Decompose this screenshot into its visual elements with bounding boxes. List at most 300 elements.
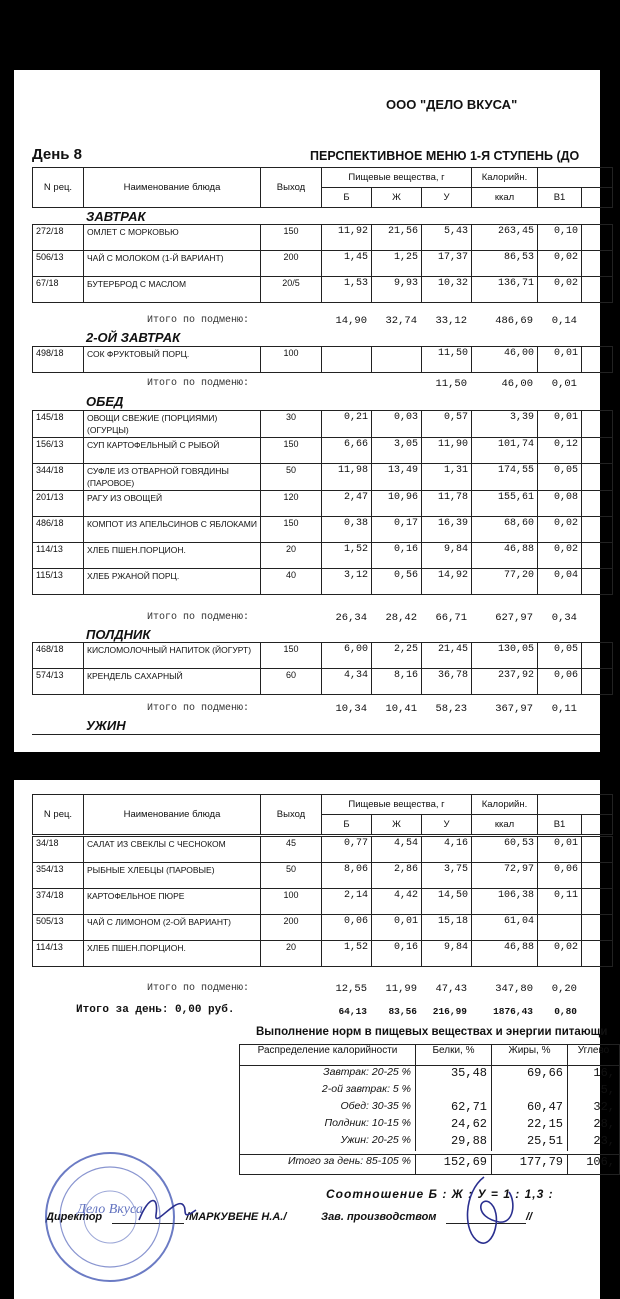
carb-value: 1,31	[422, 464, 472, 491]
snack-table	[32, 642, 613, 695]
subtotal-kcal: 627,97	[495, 612, 533, 624]
kcal-value: 77,20	[472, 569, 538, 595]
director-signature-icon	[134, 1190, 204, 1230]
production-label: Зав. производством	[321, 1211, 437, 1223]
extra-value	[582, 669, 613, 695]
norms-zh: 60,47	[492, 1100, 568, 1117]
protein-value: 0,21	[322, 411, 372, 438]
protein-value: 8,06	[322, 863, 372, 889]
header-table-2	[32, 794, 613, 835]
carb-value: 14,92	[422, 569, 472, 595]
fat-value: 2,25	[372, 643, 422, 669]
dish-yield: 30	[261, 411, 322, 438]
production-end: //	[526, 1211, 533, 1223]
dish-yield: 100	[261, 347, 322, 373]
dish-name: САЛАТ ИЗ СВЕКЛЫ С ЧЕСНОКОМ	[84, 837, 261, 863]
subtotal-zh: 10,41	[385, 703, 417, 715]
b1-value: 0,01	[538, 837, 582, 863]
dish-yield: 100	[261, 889, 322, 915]
extra-value	[582, 411, 613, 438]
recipe-code: 114/13	[33, 543, 84, 569]
norms-total-b: 152,69	[416, 1155, 492, 1175]
b1-value: 0,06	[538, 863, 582, 889]
b1-value: 0,02	[538, 277, 582, 303]
kcal-value: 130,05	[472, 643, 538, 669]
subtotal-zh: 11,99	[385, 983, 417, 995]
recipe-code: 468/18	[33, 643, 84, 669]
dish-yield: 60	[261, 669, 322, 695]
b1-value: 0,05	[538, 464, 582, 491]
carb-value: 5,43	[422, 225, 472, 251]
fat-value: 0,01	[372, 915, 422, 941]
protein-value: 1,45	[322, 251, 372, 277]
b1-value	[538, 915, 582, 941]
lunch-table	[32, 410, 613, 595]
second-breakfast-table	[32, 346, 613, 373]
protein-value: 2,14	[322, 889, 372, 915]
kcal-value: 46,88	[472, 941, 538, 967]
extra-value	[582, 438, 613, 464]
subtotal-b1: 0,11	[551, 703, 577, 715]
carb-value: 16,39	[422, 517, 472, 543]
norms-label: Обед: 30-35 %	[240, 1100, 416, 1117]
dinner-divider	[32, 734, 600, 735]
extra-value	[582, 491, 613, 517]
section-dinner: УЖИН	[86, 718, 126, 733]
kcal-value: 86,53	[472, 251, 538, 277]
subtotal-zh: 28,42	[385, 612, 417, 624]
protein-value: 3,12	[322, 569, 372, 595]
subtotal-kcal: 1876,43	[493, 1006, 533, 1017]
extra-value	[582, 251, 613, 277]
norms-u: 5,	[568, 1083, 620, 1100]
dish-name: КРЕНДЕЛЬ САХАРНЫЙ	[84, 669, 261, 695]
norms-b: 35,48	[416, 1066, 492, 1083]
director-name: /МАРКУВЕНЕ Н.А./	[186, 1211, 287, 1223]
norms-b	[416, 1083, 492, 1100]
extra-value	[582, 915, 613, 941]
dish-name: ХЛЕБ ПШЕН.ПОРЦИОН.	[84, 941, 261, 967]
table-row	[33, 491, 613, 517]
subtotal-b: 26,34	[335, 612, 367, 624]
fat-value: 10,96	[372, 491, 422, 517]
fat-value: 0,03	[372, 411, 422, 438]
extra-value	[582, 837, 613, 863]
subtotal-b1: 0,80	[554, 1006, 577, 1017]
recipe-code: 272/18	[33, 225, 84, 251]
ratio: Соотношение Б : Ж : У = 1 : 1,3 :	[326, 1187, 554, 1201]
norms-label: Полдник: 10-15 %	[240, 1117, 416, 1134]
table-row	[33, 347, 613, 373]
norms-u: 16,	[568, 1066, 620, 1083]
carb-value: 36,78	[422, 669, 472, 695]
norms-u: 32,	[568, 1100, 620, 1117]
col-header-b1: В1	[538, 188, 582, 208]
protein-value: 11,92	[322, 225, 372, 251]
subtotal-b: 12,55	[335, 983, 367, 995]
protein-value: 0,06	[322, 915, 372, 941]
kcal-value: 174,55	[472, 464, 538, 491]
lunch-subtotal-label: Итого по подменю:	[147, 612, 250, 623]
menu-title: ПЕРСПЕКТИВНОЕ МЕНЮ 1-Я СТУПЕНЬ (ДО	[310, 149, 580, 163]
protein-value: 1,53	[322, 277, 372, 303]
subtotal-u: 33,12	[435, 315, 467, 327]
table-row	[33, 225, 613, 251]
protein-value: 11,98	[322, 464, 372, 491]
dish-name: РЫБНЫЕ ХЛЕБЦЫ (ПАРОВЫЕ)	[84, 863, 261, 889]
section-second-breakfast: 2-ОЙ ЗАВТРАК	[86, 330, 181, 345]
production-signature-icon	[454, 1172, 524, 1252]
dish-name: СУП КАРТОФЕЛЬНЫЙ С РЫБОЙ	[84, 438, 261, 464]
table-row	[33, 251, 613, 277]
fat-value: 1,25	[372, 251, 422, 277]
b1-value: 0,10	[538, 225, 582, 251]
fat-value: 4,42	[372, 889, 422, 915]
fat-value: 0,16	[372, 543, 422, 569]
norms-row	[240, 1100, 620, 1117]
dish-name: ХЛЕБ РЖАНОЙ ПОРЦ.	[84, 569, 261, 595]
extra-value	[582, 225, 613, 251]
dish-yield: 150	[261, 643, 322, 669]
protein-value: 6,00	[322, 643, 372, 669]
dish-name: КОМПОТ ИЗ АПЕЛЬСИНОВ С ЯБЛОКАМИ	[84, 517, 261, 543]
subtotal-b: 14,90	[335, 315, 367, 327]
b1-value: 0,06	[538, 669, 582, 695]
dish-name: ЧАЙ С ЛИМОНОМ (2-ОЙ ВАРИАНТ)	[84, 915, 261, 941]
carb-value: 0,57	[422, 411, 472, 438]
menu-page-1	[14, 70, 600, 752]
norms-col-u: Углево	[568, 1045, 620, 1066]
col-header-calories: Калорийн.	[472, 168, 538, 188]
extra-value	[582, 569, 613, 595]
kcal-value: 60,53	[472, 837, 538, 863]
b1-value: 0,02	[538, 251, 582, 277]
protein-value: 1,52	[322, 543, 372, 569]
col-header-vitamins	[538, 168, 613, 188]
subtotal-kcal: 486,69	[495, 315, 533, 327]
norms-zh: 22,15	[492, 1117, 568, 1134]
dish-yield: 150	[261, 438, 322, 464]
b1-value: 0,02	[538, 517, 582, 543]
recipe-code: 574/13	[33, 669, 84, 695]
table-row	[33, 643, 613, 669]
norms-total-u: 106,	[568, 1155, 620, 1175]
recipe-code: 156/13	[33, 438, 84, 464]
header-table	[32, 167, 613, 208]
table-row	[33, 438, 613, 464]
dish-yield: 200	[261, 915, 322, 941]
fat-value: 0,17	[372, 517, 422, 543]
extra-value	[582, 277, 613, 303]
norms-zh: 69,66	[492, 1066, 568, 1083]
protein-value: 1,52	[322, 941, 372, 967]
norms-b: 62,71	[416, 1100, 492, 1117]
kcal-value: 237,92	[472, 669, 538, 695]
norms-total-zh: 177,79	[492, 1155, 568, 1175]
table-row	[33, 464, 613, 491]
norms-zh: 25,51	[492, 1134, 568, 1151]
norms-col-zh: Жиры, %	[492, 1045, 568, 1066]
stamp-text: Дело Вкуса	[77, 1202, 143, 1217]
dish-yield: 50	[261, 464, 322, 491]
kcal-value: 136,71	[472, 277, 538, 303]
kcal-value: 155,61	[472, 491, 538, 517]
dish-name: КАРТОФЕЛЬНОЕ ПЮРЕ	[84, 889, 261, 915]
section-lunch: ОБЕД	[86, 394, 124, 409]
kcal-value: 3,39	[472, 411, 538, 438]
dish-yield: 150	[261, 225, 322, 251]
carb-value: 14,50	[422, 889, 472, 915]
kcal-value: 61,04	[472, 915, 538, 941]
b1-value: 0,02	[538, 941, 582, 967]
subtotal-u: 216,99	[432, 1006, 467, 1017]
dinner-subtotal-label: Итого по подменю:	[147, 983, 250, 994]
norms-label: 2-ой завтрак: 5 %	[240, 1083, 416, 1100]
carb-value: 3,75	[422, 863, 472, 889]
carb-value: 11,78	[422, 491, 472, 517]
b1-value: 0,01	[538, 411, 582, 438]
fat-value: 9,93	[372, 277, 422, 303]
recipe-code: 145/18	[33, 411, 84, 438]
col-header-kcal: ккал	[472, 815, 538, 835]
col-header-b: Б	[322, 815, 372, 835]
col-header-yield: Выход	[261, 168, 322, 208]
dish-name: СОК ФРУКТОВЫЙ ПОРЦ.	[84, 347, 261, 373]
norms-row	[240, 1083, 620, 1100]
col-header-u: У	[422, 188, 472, 208]
dinner-table	[32, 836, 613, 967]
kcal-value: 106,38	[472, 889, 538, 915]
dish-yield: 120	[261, 491, 322, 517]
extra-value	[582, 543, 613, 569]
dish-name: СУФЛЕ ИЗ ОТВАРНОЙ ГОВЯДИНЫ (ПАРОВОЕ)	[84, 464, 261, 491]
norms-col-dist: Распределение калорийности	[240, 1045, 416, 1066]
breakfast-subtotal-label: Итого по подменю:	[147, 315, 250, 326]
col-header-n-rec: N рец.	[33, 795, 84, 835]
col-header-calories: Калорийн.	[472, 795, 538, 815]
recipe-code: 344/18	[33, 464, 84, 491]
recipe-code: 505/13	[33, 915, 84, 941]
dish-name: ЧАЙ С МОЛОКОМ (1-Й ВАРИАНТ)	[84, 251, 261, 277]
fat-value: 8,16	[372, 669, 422, 695]
col-header-name: Наименование блюда	[84, 168, 261, 208]
fat-value: 4,54	[372, 837, 422, 863]
subtotal-zh: 32,74	[385, 315, 417, 327]
carb-value: 10,32	[422, 277, 472, 303]
norms-zh	[492, 1083, 568, 1100]
col-header-b: Б	[322, 188, 372, 208]
protein-value: 6,66	[322, 438, 372, 464]
norms-row	[240, 1066, 620, 1083]
carb-value: 11,90	[422, 438, 472, 464]
recipe-code: 114/13	[33, 941, 84, 967]
company-name: ООО "ДЕЛО ВКУСА"	[386, 97, 518, 112]
subtotal-b: 64,13	[338, 1006, 367, 1017]
subtotal-b: 10,34	[335, 703, 367, 715]
recipe-code: 354/13	[33, 863, 84, 889]
protein-value	[322, 347, 372, 373]
protein-value: 0,38	[322, 517, 372, 543]
norms-table	[239, 1044, 620, 1175]
norms-u: 28,	[568, 1117, 620, 1134]
kcal-value: 263,45	[472, 225, 538, 251]
section-snack: ПОЛДНИК	[86, 627, 151, 642]
col-header-yield: Выход	[261, 795, 322, 835]
dish-yield: 45	[261, 837, 322, 863]
col-header-zh: Ж	[372, 188, 422, 208]
norms-title: Выполнение норм в пищевых веществах и энергии питающи	[256, 1026, 608, 1038]
fat-value: 21,56	[372, 225, 422, 251]
carb-value: 9,84	[422, 543, 472, 569]
norms-row	[240, 1117, 620, 1134]
carb-value: 11,50	[422, 347, 472, 373]
subtotal-kcal: 347,80	[495, 983, 533, 995]
carb-value: 15,18	[422, 915, 472, 941]
table-row	[33, 915, 613, 941]
dish-name: РАГУ ИЗ ОВОЩЕЙ	[84, 491, 261, 517]
subtotal-u: 66,71	[435, 612, 467, 624]
recipe-code: 67/18	[33, 277, 84, 303]
table-row	[33, 277, 613, 303]
dish-yield: 40	[261, 569, 322, 595]
fat-value: 0,56	[372, 569, 422, 595]
subtotal-kcal: 46,00	[501, 378, 533, 390]
recipe-code: 374/18	[33, 889, 84, 915]
subtotal-u: 47,43	[435, 983, 467, 995]
extra-value	[582, 347, 613, 373]
second-breakfast-subtotal-label: Итого по подменю:	[147, 378, 250, 389]
b1-value: 0,01	[538, 347, 582, 373]
norms-col-b: Белки, %	[416, 1045, 492, 1066]
dish-name: ХЛЕБ ПШЕН.ПОРЦИОН.	[84, 543, 261, 569]
protein-value: 4,34	[322, 669, 372, 695]
b1-value: 0,08	[538, 491, 582, 517]
dish-name: ОМЛЕТ С МОРКОВЬЮ	[84, 225, 261, 251]
dish-yield: 200	[261, 251, 322, 277]
extra-value	[582, 889, 613, 915]
col-header-n-rec: N рец.	[33, 168, 84, 208]
dish-yield: 50	[261, 863, 322, 889]
extra-value	[582, 863, 613, 889]
subtotal-b1: 0,20	[551, 983, 577, 995]
norms-label: Ужин: 20-25 %	[240, 1134, 416, 1151]
recipe-code: 201/13	[33, 491, 84, 517]
recipe-code: 486/18	[33, 517, 84, 543]
table-row	[33, 863, 613, 889]
breakfast-table	[32, 224, 613, 303]
col-header-u: У	[422, 815, 472, 835]
carb-value: 4,16	[422, 837, 472, 863]
fat-value: 0,16	[372, 941, 422, 967]
subtotal-u: 58,23	[435, 703, 467, 715]
kcal-value: 101,74	[472, 438, 538, 464]
day-label: День 8	[32, 146, 83, 163]
dish-name: ОВОЩИ СВЕЖИЕ (ПОРЦИЯМИ) (ОГУРЦЫ)	[84, 411, 261, 438]
b1-value: 0,12	[538, 438, 582, 464]
kcal-value: 68,60	[472, 517, 538, 543]
protein-value: 2,47	[322, 491, 372, 517]
norms-row	[240, 1134, 620, 1151]
table-row	[33, 411, 613, 438]
norms-body	[240, 1066, 620, 1151]
table-row	[33, 941, 613, 967]
subtotal-b1: 0,34	[551, 612, 577, 624]
kcal-value: 72,97	[472, 863, 538, 889]
dish-yield: 20	[261, 941, 322, 967]
table-row	[33, 837, 613, 863]
table-row	[33, 543, 613, 569]
kcal-value: 46,00	[472, 347, 538, 373]
dish-name: БУТЕРБРОД С МАСЛОМ	[84, 277, 261, 303]
col-header-nutrients: Пищевые вещества, г	[322, 168, 472, 188]
carb-value: 21,45	[422, 643, 472, 669]
extra-value	[582, 941, 613, 967]
extra-value	[582, 643, 613, 669]
recipe-code: 115/13	[33, 569, 84, 595]
carb-value: 17,37	[422, 251, 472, 277]
table-row	[33, 669, 613, 695]
table-row	[33, 889, 613, 915]
kcal-value: 46,88	[472, 543, 538, 569]
extra-value	[582, 464, 613, 491]
b1-value: 0,02	[538, 543, 582, 569]
day-total-label: Итого за день: 0,00 руб.	[76, 1004, 235, 1016]
subtotal-b1: 0,01	[551, 378, 577, 390]
carb-value: 9,84	[422, 941, 472, 967]
table-row	[33, 517, 613, 543]
snack-subtotal-label: Итого по подменю:	[147, 703, 250, 714]
table-row	[33, 569, 613, 595]
subtotal-b1: 0,14	[551, 315, 577, 327]
norms-u: 23,	[568, 1134, 620, 1151]
col-header-extra	[582, 188, 613, 208]
fat-value: 3,05	[372, 438, 422, 464]
b1-value: 0,04	[538, 569, 582, 595]
recipe-code: 498/18	[33, 347, 84, 373]
norms-label: Завтрак: 20-25 %	[240, 1066, 416, 1083]
col-header-name: Наименование блюда	[84, 795, 261, 835]
extra-value	[582, 517, 613, 543]
fat-value: 2,86	[372, 863, 422, 889]
recipe-code: 506/13	[33, 251, 84, 277]
col-header-vitamins	[538, 795, 613, 815]
dish-name: КИСЛОМОЛОЧНЫЙ НАПИТОК (ЙОГУРТ)	[84, 643, 261, 669]
fat-value	[372, 347, 422, 373]
section-breakfast: ЗАВТРАК	[86, 209, 146, 224]
col-header-zh: Ж	[372, 815, 422, 835]
dish-yield: 150	[261, 517, 322, 543]
fat-value: 13,49	[372, 464, 422, 491]
col-header-nutrients: Пищевые вещества, г	[322, 795, 472, 815]
director-label: Директор	[46, 1211, 103, 1223]
protein-value: 0,77	[322, 837, 372, 863]
norms-b: 24,62	[416, 1117, 492, 1134]
subtotal-u: 11,50	[435, 378, 467, 390]
col-header-b1: В1	[538, 815, 582, 835]
norms-b: 29,88	[416, 1134, 492, 1151]
dish-yield: 20/5	[261, 277, 322, 303]
col-header-extra	[582, 815, 613, 835]
norms-total-label: Итого за день: 85-105 %	[240, 1155, 416, 1175]
menu-page-2	[14, 780, 615, 1299]
b1-value: 0,11	[538, 889, 582, 915]
b1-value: 0,05	[538, 643, 582, 669]
subtotal-kcal: 367,97	[495, 703, 533, 715]
dish-yield: 20	[261, 543, 322, 569]
recipe-code: 34/18	[33, 837, 84, 863]
subtotal-zh: 83,56	[388, 1006, 417, 1017]
col-header-kcal: ккал	[472, 188, 538, 208]
